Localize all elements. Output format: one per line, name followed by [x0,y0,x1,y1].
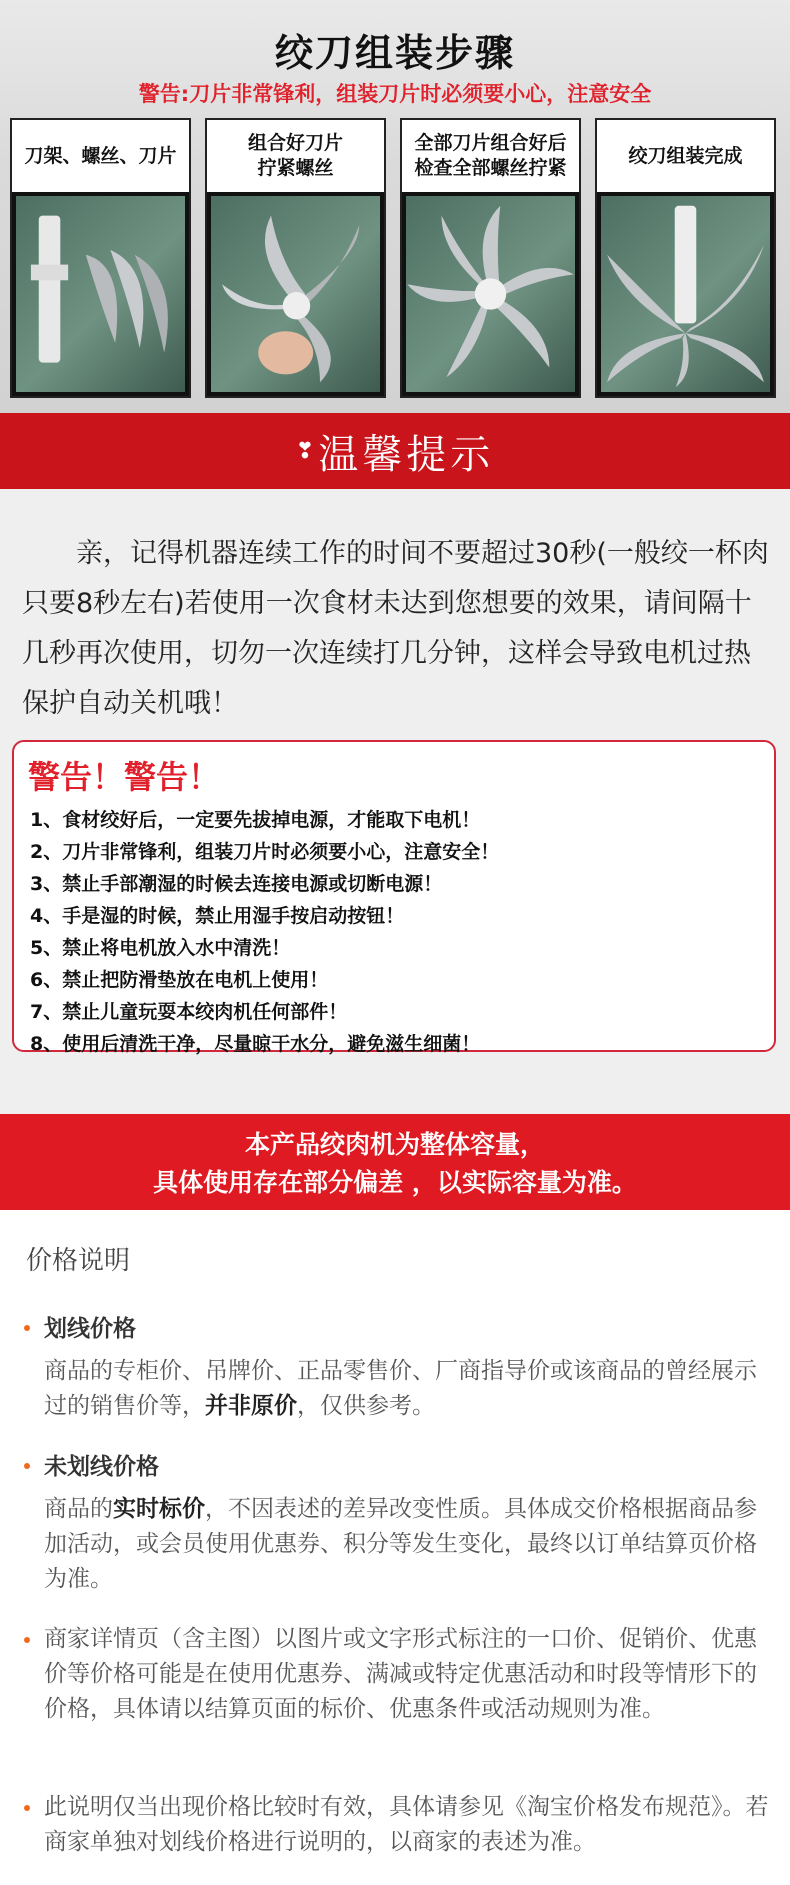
price-item-head: 划线价格 [44,1316,136,1342]
price-text-bold: 实时标价 [113,1496,205,1522]
price-explanation [0,1210,790,1885]
heart-icon: ❣ [295,438,315,464]
blade-assembled-photo [601,196,770,392]
bullet-dot-icon [24,1463,30,1469]
warning-item: 4、手是湿的时候，禁止用湿手按启动按钮！ [30,905,405,927]
warning-item: 5、禁止将电机放入水中清洗！ [30,937,291,959]
step-caption: 绞刀组装完成 [597,120,774,192]
blade-parts-photo [16,196,185,392]
bullet-dot-icon [24,1325,30,1331]
step-panel-2 [205,118,386,398]
blade-combine-photo [211,196,380,392]
warm-tips-header [0,413,790,489]
price-item-head: 未划线价格 [44,1454,159,1480]
price-text: 商品的专柜价、吊牌价、正品零售价、厂商指导价或该商品的曾经展示过的销售价等， [44,1358,757,1419]
step-panel-1 [10,118,191,398]
price-text: 商品的 [44,1496,113,1522]
warm-tips-title: 温馨提示 [318,431,495,478]
steps-title: 绞刀组装步骤 [274,31,515,75]
capacity-line-2: 具体使用存在部分偏差 ，以实际容量为准。 [153,1168,637,1197]
warning-item: 1、食材绞好后，一定要先拔掉电源，才能取下电机！ [30,809,481,831]
warning-box [12,740,776,1055]
warning-item: 6、禁止把防滑垫放在电机上使用！ [30,969,329,991]
step-caption: 刀架、螺丝、刀片 [12,120,189,192]
price-text: ，仅供参考。 [297,1393,435,1419]
step-caption: 组合好刀片 拧紧螺丝 [207,120,384,192]
price-text: ，不因表述的差异改变性质。具体成交价格根据商品参加活动，或会员使用优惠券、积分等发生变化，最终以订单结算页价格为准。 [44,1496,757,1592]
price-item-text [44,1492,774,1597]
blades-tightened-photo [406,196,575,392]
step-panel-4 [595,118,776,398]
price-item-text: 商家详情页（含主图）以图片或文字形式标注的一口价、促销价、优惠价等价格可能是在使用优惠券、满减或特定优惠活动和时段等情形下的价格，具体请以结算页面的标价、优惠条件或活动规则为准。 [44,1626,757,1722]
step-panel-3 [400,118,581,398]
warning-item: 7、禁止儿童玩耍本绞肉机任何部件！ [30,1001,348,1023]
warm-tips-paragraph: 亲，记得机器连续工作的时间不要超过30秒(一般绞一杯肉只要8秒左右)若使用一次食材未达到您想要的效果，请间隔十几秒再次使用，切勿一次连续打几分钟，这样会导致电机过热保护自动关机哦！ [22,538,769,719]
warning-item: 8、使用后清洗干净，尽量晾干水分，避免滋生细菌！ [30,1033,481,1055]
capacity-line-1: 本产品绞肉机为整体容量， [244,1130,545,1159]
capacity-notice [0,1114,790,1210]
warm-tips-body [0,489,790,1114]
price-explanation-title: 价格说明 [26,1246,131,1276]
warning-item: 2、刀片非常锋利，组装刀片时必须要小心，注意安全！ [30,841,500,863]
price-item-text [44,1354,774,1424]
step-caption: 全部刀片组合好后 检查全部螺丝拧紧 [402,120,579,192]
warning-list [30,804,499,1060]
warning-box-title: 警告！警告！ [28,758,221,796]
warning-item: 3、禁止手部潮湿的时候去连接电源或切断电源！ [30,873,443,895]
bullet-dot-icon [24,1637,30,1643]
price-item-text: 此说明仅当出现价格比较时有效，具体请参见《淘宝价格发布规范》。若商家单独对划线价格进行说明的，以商家的表述为准。 [44,1794,769,1855]
steps-warning: 警告:刀片非常锋利，组装刀片时必须要小心，注意安全 [138,82,652,106]
price-text-bold: 并非原价 [205,1393,297,1419]
bullet-dot-icon [24,1805,30,1811]
assembly-steps-banner [0,0,790,413]
